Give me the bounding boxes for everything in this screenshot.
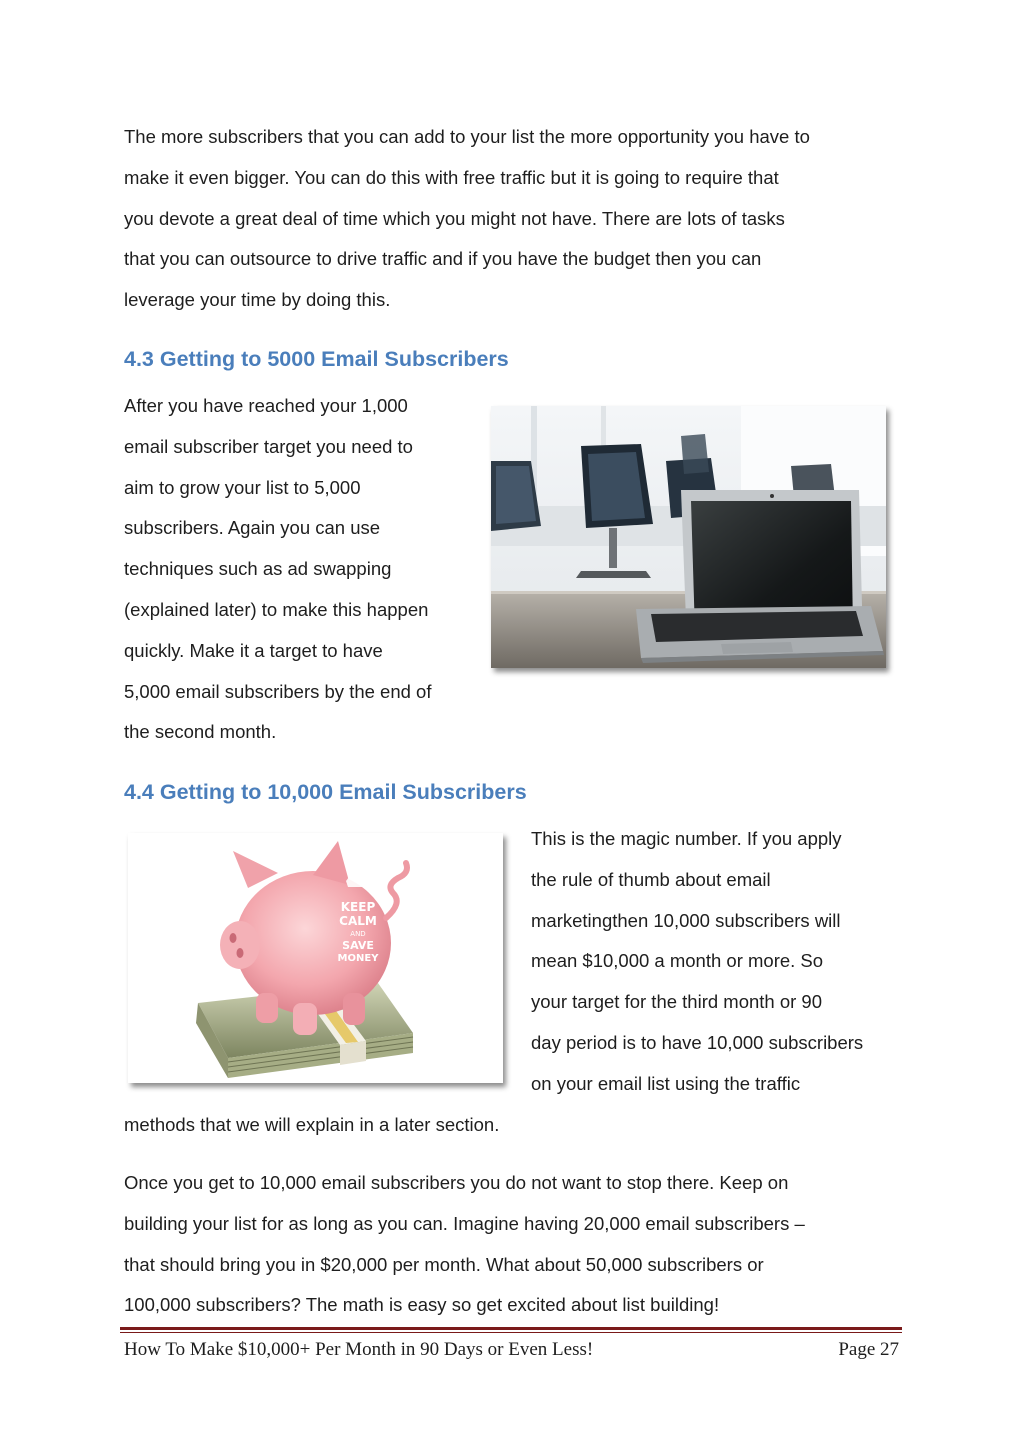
piggy-text-save: SAVE: [342, 939, 374, 952]
piggy-text-keep: KEEP: [340, 900, 376, 914]
text-line: (explained later) to make this happen: [124, 598, 429, 620]
text-line: mean $10,000 a month or more. So: [531, 950, 824, 972]
text-line: that you can outsource to drive traffic and if you have the budget then you can: [124, 248, 762, 270]
text-line: After you have reached your 1,000: [124, 395, 408, 416]
section-heading-4-3: 4.3 Getting to 5000 Email Subscribers: [124, 347, 509, 371]
footer-rule: [120, 1327, 902, 1330]
text-line: you devote a great deal of time which you might not have. There are lots of tasks: [124, 207, 785, 229]
text-line: Once you get to 10,000 email subscribers you do not want to stop there. Keep on: [124, 1172, 789, 1193]
piggy-text-money: MONEY: [337, 953, 379, 964]
section-4-4-right-paragraph: [531, 819, 863, 1105]
text-line: building your list for as long as you can. Imagine having 20,000 email subscribers –: [124, 1212, 805, 1234]
text-line: day period is to have 10,000 subscribers: [531, 1031, 864, 1053]
piggy-bank-illustration: [128, 833, 503, 1083]
piggy-bank-photo: [128, 833, 503, 1083]
section-4-3-paragraph: [124, 386, 431, 753]
text-line: aim to grow your list to 5,000: [124, 476, 361, 498]
piggy-text-and: AND: [350, 930, 366, 938]
text-line: email subscriber target you need to: [124, 435, 413, 457]
closing-paragraph: [124, 1163, 805, 1326]
piggy-text-calm: CALM: [339, 914, 377, 928]
text-line: 100,000 subscribers? The math is easy so get excited about list building!: [124, 1294, 720, 1316]
text-line: your target for the third month or 90: [531, 991, 823, 1013]
text-line: 5,000 email subscribers by the end of: [124, 680, 432, 702]
text-line: methods that we will explain in a later section.: [124, 1114, 500, 1135]
section-4-4-continued-line: [124, 1105, 499, 1146]
laptop-office-photo: [491, 406, 886, 668]
text-line: techniques such as ad swapping: [124, 558, 392, 580]
footer-title: How To Make $10,000+ Per Month in 90 Days or Even Less!: [124, 1339, 594, 1360]
text-line: the second month.: [124, 721, 277, 743]
intro-paragraph: [124, 117, 810, 321]
text-line: This is the magic number. If you apply: [531, 828, 842, 849]
text-line: marketingthen 10,000 subscribers will: [531, 909, 841, 931]
text-line: make it even bigger. You can do this with free traffic but it is going to require that: [124, 166, 779, 188]
footer-page-number: Page 27: [838, 1339, 899, 1360]
footer-rule-thin: [120, 1332, 902, 1333]
text-line: the rule of thumb about email: [531, 868, 771, 890]
section-heading-4-4: 4.4 Getting to 10,000 Email Subscribers: [124, 780, 527, 804]
laptop-illustration: [491, 406, 886, 668]
text-line: subscribers. Again you can use: [124, 517, 381, 539]
text-line: leverage your time by doing this.: [124, 289, 391, 311]
text-line: quickly. Make it a target to have: [124, 639, 383, 661]
text-line: that should bring you in $20,000 per month. What about 50,000 subscribers or: [124, 1253, 764, 1275]
text-line: The more subscribers that you can add to your list the more opportunity you have to: [124, 126, 810, 147]
text-line: on your email list using the traffic: [531, 1072, 801, 1094]
